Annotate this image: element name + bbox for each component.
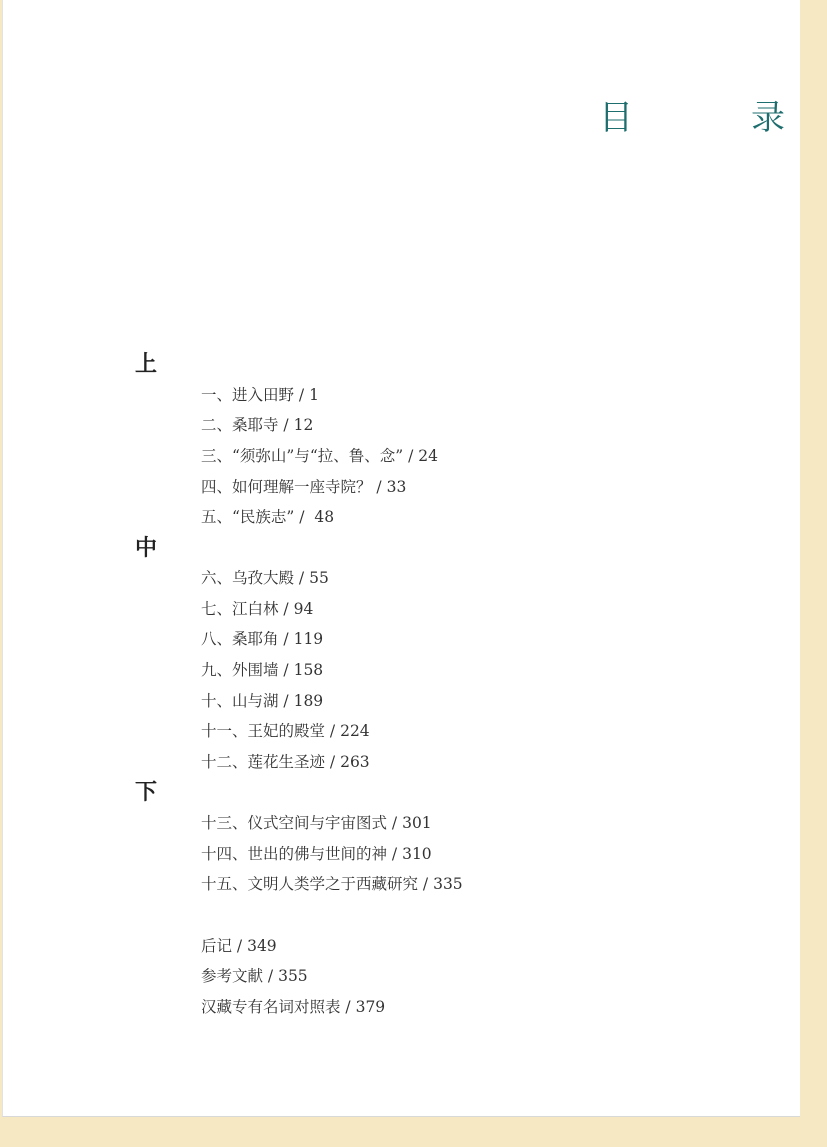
toc-entry: 四、如何理解一座寺院？ / 33 <box>201 478 407 496</box>
toc-entry: 十一、王妃的殿堂 / 224 <box>201 722 370 740</box>
reader-bottom-strip <box>0 1118 800 1147</box>
toc-entry: 十四、世出的佛与世间的神 / 310 <box>201 845 432 863</box>
toc-entry: 三、“须弥山”与“拉、鲁、念” / 24 <box>201 447 438 465</box>
book-page <box>2 0 827 1117</box>
part-heading-1: 上 <box>135 352 158 377</box>
toc-entry: 十五、文明人类学之于西藏研究 / 335 <box>201 875 463 893</box>
toc-entry: 九、外围墙 / 158 <box>201 661 324 679</box>
toc-entry: 一、进入田野 / 1 <box>201 386 319 404</box>
page-title: 目 录 <box>599 98 827 138</box>
toc-entry: 八、桑耶角 / 119 <box>201 630 324 648</box>
toc-entry: 六、乌孜大殿 / 55 <box>201 569 329 587</box>
toc-entry: 二、桑耶寺 / 12 <box>201 416 314 434</box>
part-heading-2: 中 <box>135 536 158 561</box>
toc-entry: 七、江白林 / 94 <box>201 600 314 618</box>
toc-entry: 五、“民族志” / 48 <box>201 508 335 526</box>
toc-entry: 十、山与湖 / 189 <box>201 692 324 710</box>
appendix-entry: 后记 / 349 <box>201 937 277 955</box>
toc-entry: 十二、莲花生圣迹 / 263 <box>201 753 370 771</box>
part-heading-3: 下 <box>135 780 158 805</box>
appendix-entry: 汉藏专有名词对照表 / 379 <box>201 998 386 1016</box>
toc-entry: 十三、仪式空间与宇宙图式 / 301 <box>201 814 432 832</box>
appendix-entry: 参考文献 / 355 <box>201 967 308 985</box>
